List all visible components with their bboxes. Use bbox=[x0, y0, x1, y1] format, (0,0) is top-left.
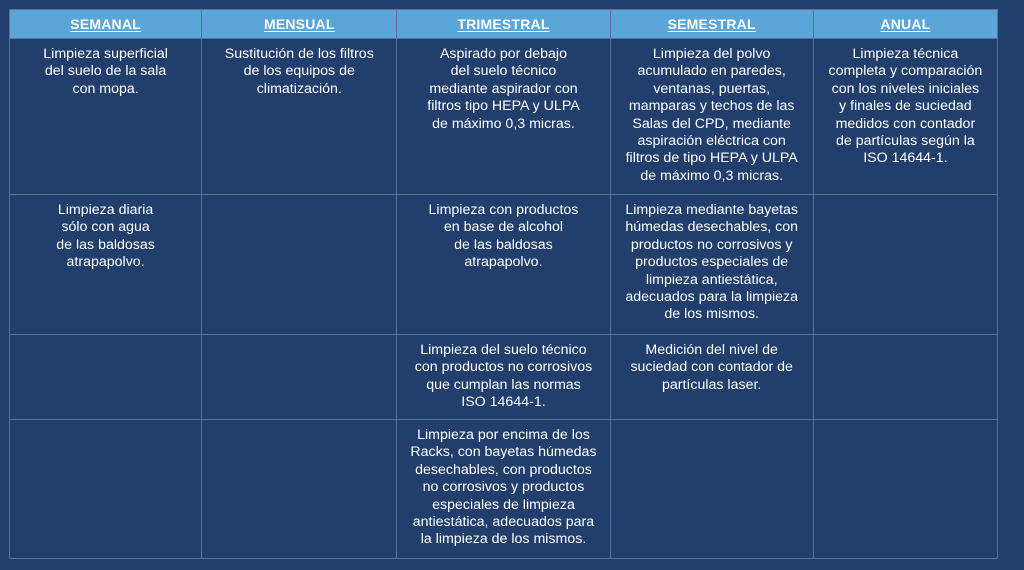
header-trimestral: TRIMESTRAL bbox=[397, 10, 610, 39]
cell-text: Limpieza del suelo técnico con productos no corrosivos que cumplan las normas ISO 14644-1. bbox=[414, 342, 593, 411]
cell-text bbox=[814, 420, 997, 433]
table-cell bbox=[813, 39, 997, 195]
table-cell bbox=[202, 195, 397, 335]
table-cell bbox=[397, 420, 610, 559]
cell-text: Limpieza mediante bayetas húmedas desechables, con productos no corrosivos y productos especiales de limpieza antiestática, adecuados para la limpieza de los mismos. bbox=[625, 202, 799, 323]
table-cell bbox=[10, 195, 202, 335]
table-row bbox=[10, 39, 998, 195]
table-cell bbox=[10, 39, 202, 195]
cell-text bbox=[202, 335, 396, 348]
table-row bbox=[10, 335, 998, 420]
header-anual: ANUAL bbox=[813, 10, 997, 39]
table-row bbox=[10, 195, 998, 335]
cell-text bbox=[814, 195, 997, 208]
table-cell bbox=[813, 335, 997, 420]
table-row bbox=[10, 420, 998, 559]
cell-text bbox=[10, 420, 201, 433]
table-cell bbox=[397, 335, 610, 420]
table-cell bbox=[610, 420, 813, 559]
header-semanal: SEMANAL bbox=[10, 10, 202, 39]
cell-text: Limpieza superficial del suelo de la sala con mopa. bbox=[43, 46, 168, 97]
table-cell bbox=[10, 335, 202, 420]
table-cell bbox=[813, 195, 997, 335]
table-cell bbox=[813, 420, 997, 559]
cleaning-schedule-table bbox=[9, 9, 998, 559]
table-cell bbox=[397, 195, 610, 335]
cell-text: Limpieza diaria sólo con agua de las baldosas atrapapolvo. bbox=[56, 202, 155, 271]
table-cell bbox=[610, 39, 813, 195]
table-cell bbox=[202, 39, 397, 195]
table-cell bbox=[610, 335, 813, 420]
table-cell bbox=[202, 335, 397, 420]
cell-text: Limpieza técnica completa y comparación con los niveles iniciales y finales de suciedad medidos con contador de partículas según la ISO 14644-1. bbox=[828, 46, 983, 167]
cell-text bbox=[611, 420, 813, 433]
cell-text: Limpieza por encima de los Racks, con bayetas húmedas desechables, con productos no corrosivos y productos especiales de limpieza antiestática, adecuados para la limpieza de los mismos. bbox=[410, 427, 597, 548]
cell-text: Limpieza con productos en base de alcohol de las baldosas atrapapolvo. bbox=[428, 202, 579, 271]
table-cell bbox=[397, 39, 610, 195]
header-semestral: SEMESTRAL bbox=[610, 10, 813, 39]
cell-text: Aspirado por debajo del suelo técnico mediante aspirador con filtros tipo HEPA y ULPA de máximo 0,3 micras. bbox=[427, 46, 580, 132]
cell-text bbox=[10, 335, 201, 348]
cell-text: Limpieza del polvo acumulado en paredes, ventanas, puertas, mamparas y techos de las Salas del CPD, mediante aspiración eléctrica con filtros de tipo HEPA y ULPA de máximo 0,3 micras. bbox=[625, 46, 798, 184]
cell-text: Medición del nivel de suciedad con contador de partículas laser. bbox=[630, 342, 793, 393]
cell-text: Sustitución de los filtros de los equipos de climatización. bbox=[224, 46, 374, 97]
table-cell bbox=[610, 195, 813, 335]
cell-text bbox=[202, 195, 396, 208]
cell-text bbox=[202, 420, 396, 433]
header-mensual: MENSUAL bbox=[202, 10, 397, 39]
table-cell bbox=[202, 420, 397, 559]
table-cell bbox=[10, 420, 202, 559]
table-header-row bbox=[10, 10, 998, 39]
cell-text bbox=[814, 335, 997, 348]
